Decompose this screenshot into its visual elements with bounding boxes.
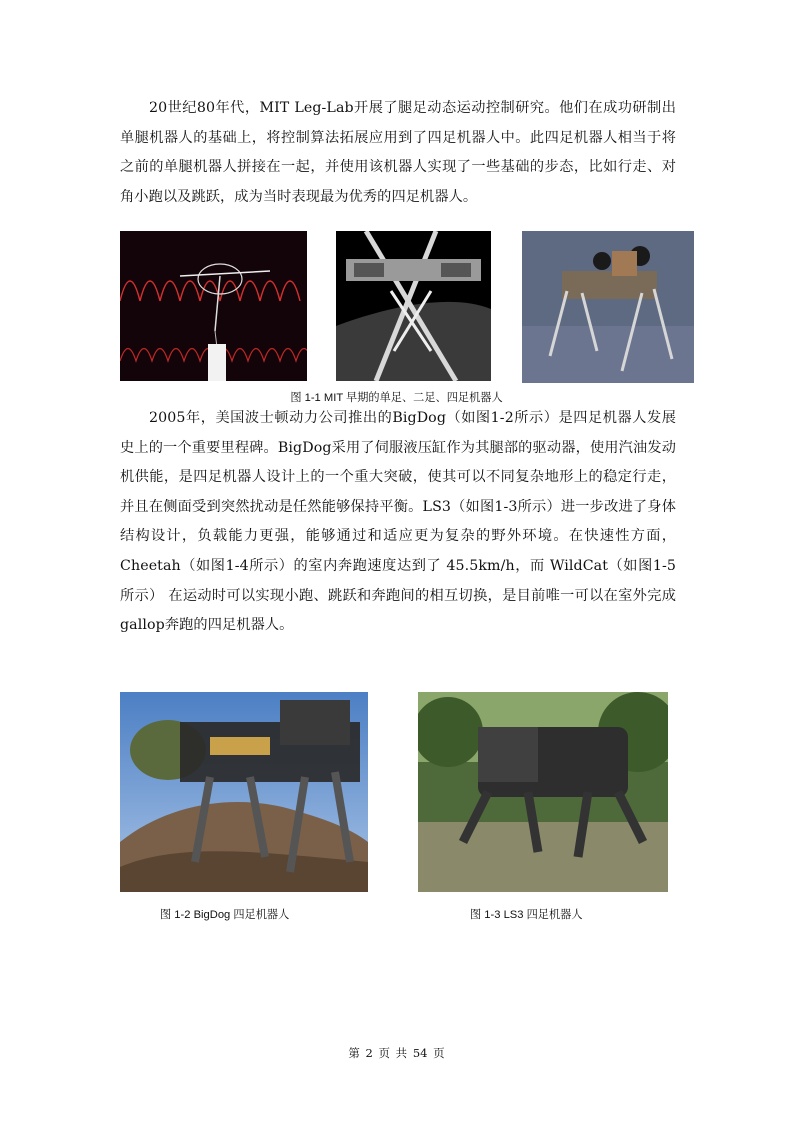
figure-ls3 [418,692,668,892]
figure-caption-1-2: 图 1-2 BigDog 四足机器人 [160,909,290,921]
figure-quadruped-robot [522,231,694,383]
page-footer: 第 2 页 共 54 页 [348,1046,445,1060]
paragraph-mit-leglab: 20世纪80年代，MIT Leg-Lab开展了腿足动态运动控制研究。他们在成功研制出单腿机器人的基础上，将控制算法拓展应用到了四足机器人中。此四足机器人相当于将之前的单腿机器人拼接在一起，并使用该机器人实现了一些基础的步态，比如行走、对角小跑以及跳跃，成为当时表现最为优秀的四足机器人。 [120,100,676,205]
figure-single-leg-hopper [120,231,307,381]
paragraph-bigdog-ls3: 2005年，美国波士顿动力公司推出的BigDog（如图1-2所示）是四足机器人发展史上的一个重要里程碑。BigDog采用了伺服液压缸作为其腿部的驱动器，使用汽油发动机供能，是四足机器人设计上的一个重大突破，使其可以不同复杂地形上的稳定行走，并且在侧面受到突然扰动是任然能够保持平衡。LS3（如图1-3所示）进一步改进了身体结构设计，负载能力更强，能够通过和适应更为复杂的野外环境。在快速性方面，Cheetah（如图1-4所示）的室内奔跑速度达到了 45.5km/h，而 WildCat（如图1-5所示） 在运动时可以实现小跑、跳跃和奔跑间的相互切换，是目前唯一可以在室外完成gallop奔跑的四足机器人。 [120,410,676,634]
figure-caption-1-1: 图 1-1 MIT 早期的单足、二足、四足机器人 [290,392,503,404]
figure-biped-robot [336,231,491,381]
figure-caption-1-3: 图 1-3 LS3 四足机器人 [470,909,583,921]
figure-bigdog [120,692,368,892]
